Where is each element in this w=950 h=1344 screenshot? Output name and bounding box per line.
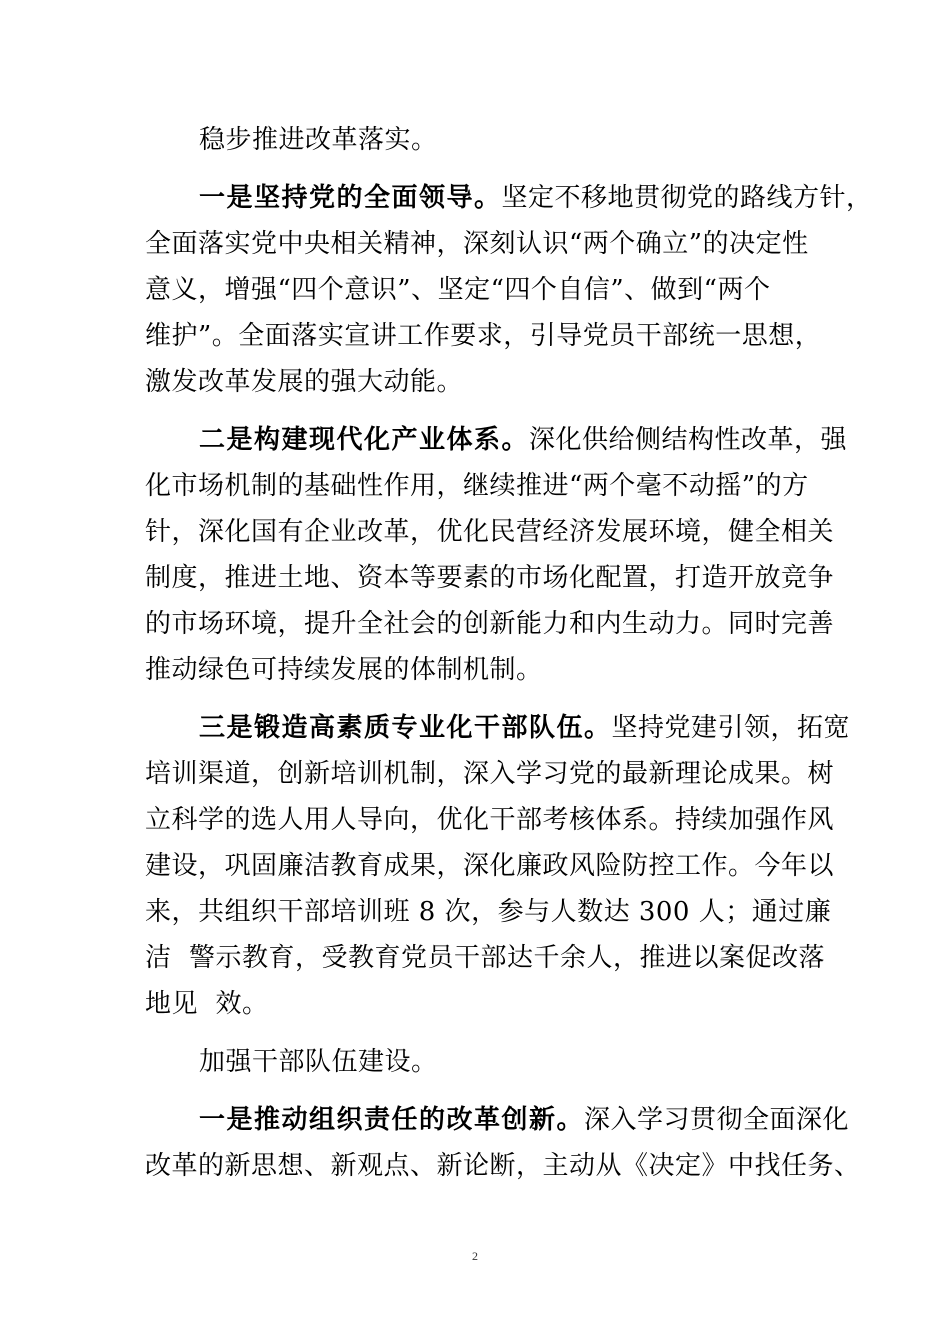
paragraph-line: 意义，增强“四个意识”、坚定“四个自信”、做到“两个 [145, 275, 771, 305]
paragraph-line: 建设，巩固廉洁教育成果，深化廉政风险防控工作。今年以 [145, 851, 835, 881]
paragraph-line: 地见 效。 [145, 989, 269, 1019]
paragraph-line: 改革的新思想、新观点、新论断，主动从《决定》中找任务、 [145, 1151, 861, 1181]
paragraph-industrial-system [145, 417, 848, 693]
section-heading-reform: 稳步推进改革落实。 [199, 125, 438, 155]
paragraph-line: 维护”。全面落实宣讲工作要求，引导党员干部统一思想， [145, 321, 822, 351]
paragraph-line: 洁 警示教育，受教育党员干部达千余人，推进以案促改落 [145, 943, 826, 973]
paragraph-line [145, 705, 851, 751]
paragraph-line: 的市场环境，提升全社会的创新能力和内生动力。同时完善 [145, 609, 835, 639]
paragraph-party-leadership [145, 175, 873, 405]
paragraph-line: 培训渠道，创新培训机制，深入学习党的最新理论成果。树 [145, 759, 835, 789]
paragraph-lead: 二是构建现代化产业体系。 [199, 425, 530, 455]
paragraph-line: 激发改革发展的强大动能。 [145, 367, 464, 397]
paragraph-lead: 一是坚持党的全面领导。 [199, 183, 502, 213]
paragraph-organizational-responsibility [145, 1097, 861, 1189]
paragraph-text: 坚持党建引领，拓宽 [611, 713, 851, 743]
paragraph-line: 推动绿色可持续发展的体制机制。 [145, 655, 543, 685]
paragraph-line [145, 417, 848, 463]
paragraph-line: 全面落实党中央相关精神，深刻认识“两个确立”的决定性 [145, 229, 809, 259]
paragraph-cadre-team [145, 705, 851, 1027]
paragraph-text: 深化供给侧结构性改革，强 [529, 425, 848, 455]
paragraph-line [145, 175, 873, 221]
section-heading-cadre-building: 加强干部队伍建设。 [199, 1047, 438, 1077]
page-number: 2 [472, 1249, 478, 1263]
paragraph-line [145, 1097, 850, 1143]
document-body [145, 117, 873, 1189]
paragraph-line: 制度，推进土地、资本等要素的市场化配置，打造开放竞争 [145, 563, 835, 593]
paragraph-line: 化市场机制的基础性作用，继续推进“两个毫不动摇”的方 [145, 471, 809, 501]
paragraph-lead: 三是锻造高素质专业化干部队伍。 [199, 713, 612, 743]
paragraph-text: 坚定不移地贯彻党的路线方针， [501, 183, 873, 213]
paragraph-line: 针，深化国有企业改革，优化民营经济发展环境，健全相关 [145, 517, 835, 547]
paragraph-line: 来，共组织干部培训班 8 次，参与人数达 300 人；通过廉 [145, 897, 832, 927]
paragraph-lead: 一是推动组织责任的改革创新。 [199, 1105, 585, 1135]
paragraph-text: 深入学习贯彻全面深化 [584, 1105, 850, 1135]
paragraph-line: 立科学的选人用人导向，优化干部考核体系。持续加强作风 [145, 805, 835, 835]
